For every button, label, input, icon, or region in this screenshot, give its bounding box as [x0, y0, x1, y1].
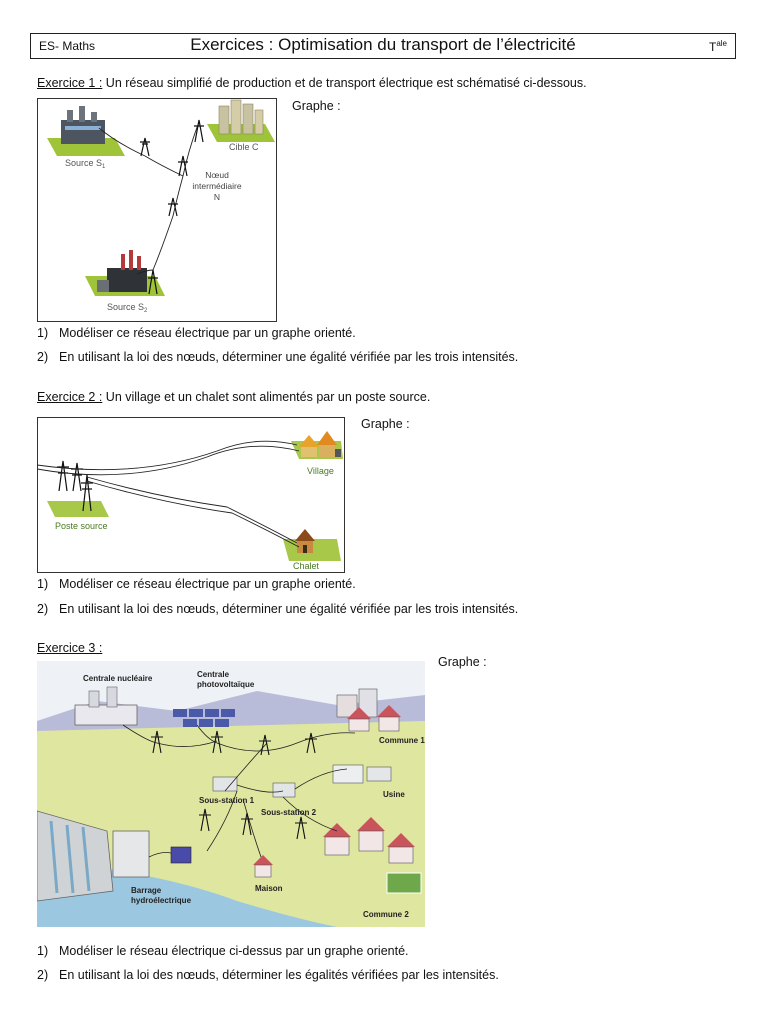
header-level	[709, 39, 727, 54]
question-number: 2)	[37, 602, 49, 616]
question-text: Modéliser le réseau électrique ci-dessus par un graphe orienté.	[59, 944, 409, 958]
label-commune-2: Commune 2	[363, 910, 409, 919]
label-centrale-photo-1: Centrale	[197, 670, 230, 679]
exercise-3-question-1	[37, 944, 409, 958]
exercise-3-heading	[37, 641, 102, 655]
exercise-1-question-2	[37, 350, 518, 364]
sous-station-2	[273, 783, 295, 797]
noeud-label-2: intermédiaire	[192, 181, 242, 191]
exercise-2-intro: Un village et un chalet sont alimentés par un poste source.	[105, 390, 431, 404]
exercise-3-graphe-label: Graphe :	[438, 655, 487, 669]
transformer	[171, 847, 191, 863]
poste-label: Poste source	[55, 521, 108, 531]
label-usine: Usine	[383, 790, 405, 799]
exercise-2-label: Exercice 2 :	[37, 390, 103, 404]
source-s2-label: Source $S_2$	[107, 302, 148, 314]
exercise-1-heading	[37, 76, 587, 90]
exercise-3-question-2	[37, 968, 499, 982]
question-number: 1)	[37, 577, 49, 591]
sous-station-1	[213, 777, 237, 791]
question-text: En utilisant la loi des nœuds, déterminer une égalité vérifiée par les trois intensités.	[59, 602, 519, 616]
exercise-1-graphe-label: Graphe :	[292, 99, 341, 113]
question-number: 2)	[37, 968, 49, 982]
noeud-label-3: N	[213, 192, 221, 202]
label-barrage-2: hydroélectrique	[131, 896, 192, 905]
question-number: 2)	[37, 350, 49, 364]
exercise-1-question-1	[37, 326, 356, 340]
label-commune-1: Commune 1	[379, 736, 425, 745]
question-text: Modéliser ce réseau électrique par un graphe orienté.	[59, 577, 356, 591]
source-s1-label: Source $S_1$	[65, 158, 106, 170]
cible-c-label: Cible C	[229, 142, 259, 152]
question-text: En utilisant la loi des nœuds, déterminer une égalité vérifiée par les trois intensités.	[59, 350, 519, 364]
label-centrale-photo-2: photovoltaïque	[197, 680, 255, 689]
label-sous-station-2: Sous-station 2	[261, 808, 317, 817]
exercise-3-label: Exercice 3 :	[37, 641, 103, 655]
village-label: Village	[307, 466, 334, 476]
question-text: Modéliser ce réseau électrique par un graphe orienté.	[59, 326, 356, 340]
level-sup: ale	[716, 39, 727, 48]
label-maison: Maison	[255, 884, 283, 893]
question-number: 1)	[37, 326, 49, 340]
exercise-1-figure	[37, 98, 277, 322]
exercise-1-label: Exercice 1 :	[37, 76, 103, 90]
poste-ground	[47, 501, 109, 517]
exercise-2-figure	[37, 417, 345, 573]
exercise-2-question-1	[37, 577, 356, 591]
exercise-1-intro: Un réseau simplifié de production et de transport électrique est schématisé ci-dessous.	[105, 76, 587, 90]
question-text: En utilisant la loi des nœuds, déterminer les égalités vérifiées par les intensités.	[59, 968, 499, 982]
exercise-3-figure	[37, 661, 425, 927]
noeud-label-1: Nœud	[205, 170, 229, 180]
chalet-label: Chalet	[293, 561, 320, 571]
level-base: T	[708, 40, 717, 54]
label-centrale-nucleaire: Centrale nucléaire	[83, 674, 153, 683]
exercise-2-heading	[37, 390, 430, 404]
header-course: ES- Maths	[39, 39, 96, 53]
exercise-2-question-2	[37, 602, 518, 616]
question-number: 1)	[37, 944, 49, 958]
page-header	[30, 33, 736, 59]
label-sous-station-1: Sous-station 1	[199, 796, 255, 805]
usine	[333, 765, 391, 783]
exercise-2-graphe-label: Graphe :	[361, 417, 410, 431]
label-barrage-1: Barrage	[131, 886, 162, 895]
page-title: Exercices : Optimisation du transport de l’électricité	[190, 35, 576, 54]
